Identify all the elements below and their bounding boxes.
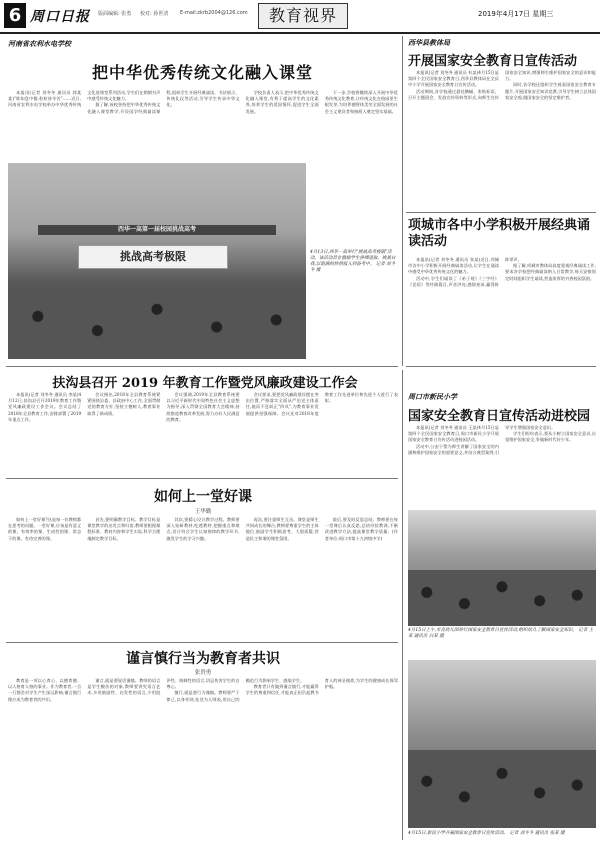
lead-photo xyxy=(8,163,306,359)
lead-paragraph: 学校负责人表示,把中华优秀传统文化融入课堂,有利于提高学生的文化素养,培养学生的爱国情怀,促进学生全面发展。 xyxy=(245,90,319,114)
lesson-byline: 王华勤 xyxy=(194,509,212,515)
zhoukou-paragraph: 本报讯(记者 刘冬冬 通讯员 王某)4月15日是第四个全民国家安全教育日,周口市新民小学开展国家安全教育日宣传活动进校园活动。 xyxy=(408,425,499,443)
essay-paragraph: 教育是一项以心育心、以德育德、以人格育人格的事业。作为教育者,一言一行都会对学生产生深远影响,谨言慎行理应成为教育者的共识。 xyxy=(8,678,82,702)
newspaper-name: 周口日报 xyxy=(30,9,90,25)
fugou-title-year: 2019 xyxy=(121,376,159,391)
xiangcheng-headline: 项城市各中小学积极开展经典诵读活动 xyxy=(408,218,591,249)
section-title: 教育视界 xyxy=(258,3,348,29)
section-divider xyxy=(6,478,398,479)
lesson-headline: 如何上一堂好课 xyxy=(154,489,252,505)
lead-paragraph: 据了解,该校坚持把中华优秀传统文化融入课堂教学,开设国学经典诵读课程,组织学生开展经典诵读、书法展示、传统礼仪等活动,引导学生传承中华文化。 xyxy=(87,90,240,114)
safety-photo-1 xyxy=(408,510,596,626)
essay-paragraph: 慎行,就是要行为谨慎。教师要严于律己,以身作则,处处为人师表,用自己的模范行为影响学生、感染学生。 xyxy=(166,678,305,702)
page-number: 6 xyxy=(4,3,26,28)
fugou-title-post: 年教育工作暨党风廉政建设工作会 xyxy=(158,376,358,391)
lesson-paragraph: 首先,要明确教学目标。教学目标是课堂教学的出发点和归宿,教师要根据课程标准、教材内容和学生实际,科学合理地制定教学目标。 xyxy=(87,517,161,541)
fugou-body xyxy=(8,392,398,472)
xihua-body xyxy=(408,70,596,208)
photo-children xyxy=(408,570,596,626)
xihua-paragraph: 本报讯(记者 刘冬冬 通讯员 杜某)4月15日是第四个全民国家安全教育日,西华县教体局在全县中小学开展国家安全教育日宣传活动。 xyxy=(408,70,499,88)
xiangcheng-body xyxy=(408,257,596,362)
safety-photo-2-caption: 4月15日,新民小学开展国家安全教育日宣传活动。 记者 刘冬冬 通讯员 张某 摄 xyxy=(408,831,565,836)
essay-paragraph: 教育者只有做到谨言慎行,才能赢得学生的尊重和信任,才能真正担负起教书育人的神圣使命,为学生的健康成长保驾护航。 xyxy=(245,678,398,696)
zhoukou-paragraph: 活动中,公安干警为师生讲解了国家安全的内涵和维护国家安全的重要意义,并结合典型案例,引导学生增强国家安全意识。 xyxy=(408,425,556,455)
fugou-paragraph: 本报讯(记者 刘冬冬 通讯员 李某)4月12日,扶沟县召开2019年教育工作暨党风廉政建设工作会议。会议总结了2018年全县教育工作,安排部署了2019年重点工作。 xyxy=(8,392,82,422)
photo-banner: 西华一高第一届校园挑战高考 xyxy=(38,225,276,235)
photo-stage-sign: 挑战高考极限 xyxy=(78,245,228,269)
proofreader-credit: 校对: 孙世清 xyxy=(140,11,169,17)
xihua-kicker: 西华县教体局 xyxy=(408,38,450,47)
xihua-headline: 开展国家安全教育日宣传活动 xyxy=(408,54,578,69)
lead-headline: 把中华优秀传统文化融入课堂 xyxy=(91,63,313,82)
fugou-paragraph: 会议强调,2019年全县教育系统要以习近平新时代中国特色社会主义思想为指导,深入贯彻全国教育大会精神,持续推进教育改革发展,努力办好人民满意的教育。 xyxy=(166,392,240,422)
zhoukou-body xyxy=(408,425,596,505)
safety-photo-2 xyxy=(408,660,596,828)
section-divider xyxy=(6,366,398,367)
lead-kicker: 河南省农利水电学校 xyxy=(8,39,71,48)
essay-body xyxy=(8,678,398,838)
header-rule xyxy=(0,32,600,34)
lesson-paragraph: 再次,要注重师生互动。课堂是师生共同成长的舞台,教师要尊重学生的主体地位,鼓励学生积极思考、大胆质疑,营造民主和谐的课堂氛围。 xyxy=(245,517,319,541)
fugou-headline xyxy=(20,372,390,391)
zhoukou-headline: 国家安全教育日宣传活动进校园 xyxy=(408,409,591,424)
section-divider xyxy=(6,642,398,643)
xihua-paragraph: 活动期间,各学校通过悬挂横幅、张贴标语、召开主题班会、发放宣传资料等形式,向师生宣传国家安全知识,增强师生维护国家安全的意识和能力。 xyxy=(408,70,596,100)
section-divider xyxy=(406,366,596,367)
column-divider xyxy=(402,370,403,840)
editor-credit: 版面编辑: 张勇 xyxy=(98,11,132,17)
lesson-paragraph: 最后,要及时反思总结。教师要在每一堂课后认真反思,总结经验教训,不断改进教学方法,提高课堂教学质量。(作者单位:周口市第十九初级中学) xyxy=(324,517,398,541)
photo-crowd xyxy=(8,288,306,359)
essay-headline: 谨言慎行当为教育者共识 xyxy=(126,651,280,667)
lesson-body xyxy=(8,517,398,639)
issue-date: 2019年4月17日 星期三 xyxy=(478,10,554,18)
xiangcheng-paragraph: 据了解,项城市教体局高度重视经典诵读工作,要求各学校把经典诵读纳入日常教学,每天安排固定时间组织学生诵读,营造浓厚的书香校园氛围。 xyxy=(505,263,596,281)
xiangcheng-paragraph: 本报讯(记者 刘冬冬 通讯员 张某)近日,项城市各中小学积极开展经典诵读活动,让学生在诵读中感受中华优秀传统文化的魅力。 xyxy=(408,257,499,275)
photo-assembly xyxy=(408,750,596,828)
lead-paragraph: 本报讯(记者 刘冬冬 通讯员 郭某某)"谁知盘中餐,粒粒皆辛苦"……近日,河南省农利水电学校举办中华优秀传统文化进课堂系列活动,学生们在朗朗书声中感受传统文化魅力。 xyxy=(8,90,161,108)
fugou-title-pre: 扶沟县召开 xyxy=(52,376,122,391)
column-divider xyxy=(402,36,403,366)
lesson-paragraph: 其次,要精心设计教学过程。教师要深入钻研教材,吃透教材,把握重点和难点,设计符合学生认知规律的教学环节,激发学生的学习兴趣。 xyxy=(166,517,240,541)
lesson-paragraph: 如何上一堂好课?这是每一位教师都在思考的问题。一堂好课,应该是有意义的课、有效率的课、生成性的课、常态下的课、有待完善的课。 xyxy=(8,517,82,541)
lead-body xyxy=(8,90,398,158)
lead-photo-caption: 4月13日,西华一高举行"挑战高考极限"活动。该活动旨在激励学生拼搏进取、挑战自我,以饱满的热情投入到备考中。 记者 刘冬冬 摄 xyxy=(310,250,396,273)
zhoukou-paragraph: 学生们纷纷表示,要从小树立国家安全意识,自觉维护国家安全,争做新时代好少年。 xyxy=(505,431,596,443)
xihua-paragraph: 同时,各学校还组织学生观看国家安全教育专题片,开展国家安全知识竞赛,引导学生树立总体国家安全观,做国家安全的坚定维护者。 xyxy=(505,82,596,100)
xiangcheng-paragraph: 活动中,学生们诵读了《弟子规》《三字经》《论语》等经典篇目,声音洪亮,感情充沛,赢得阵阵掌声。 xyxy=(408,257,522,287)
lead-paragraph: 下一步,学校将继续深入开展中华优秀传统文化教育,让传统文化在校园里生根发芽,为培养德智体美劳全面发展的社会主义建设者和接班人奠定坚实基础。 xyxy=(324,90,398,114)
section-divider xyxy=(406,212,596,213)
safety-photo-1-caption: 4月15日上午,市直幼儿园举行国家安全教育日宣传活动,组织幼儿了解国家安全知识。 记者 王某 通讯员 白某 摄 xyxy=(408,628,594,639)
fugou-paragraph: 会议指出,2018年全县教育系统紧紧围绕县委、县政府中心工作,全面贯彻党的教育方针,坚持立德树人,教育事业取得了新成绩。 xyxy=(87,392,161,416)
essay-paragraph: 谨言,就是要说话谨慎。教师的语言是学生模仿的对象,教师要讲究语言艺术,多用鼓励性、启发性的语言,少用批评性、讽刺性的语言,切忌伤害学生的自尊心。 xyxy=(87,678,240,696)
zhoukou-kicker: 周口市新民小学 xyxy=(408,392,457,401)
fugou-paragraph: 会议要求,要把党风廉政建设摆在突出位置,严格落实全面从严治党主体责任,驰而不息纠正"四风",为教育事业发展提供坚强保障。会议还对2018年度教育工作先进单位和先进个人进行了表彰。 xyxy=(245,392,398,416)
essay-byline: 张贵勇 xyxy=(194,670,212,676)
email-info: E-mail:zkrb2004@126.com xyxy=(180,10,248,16)
